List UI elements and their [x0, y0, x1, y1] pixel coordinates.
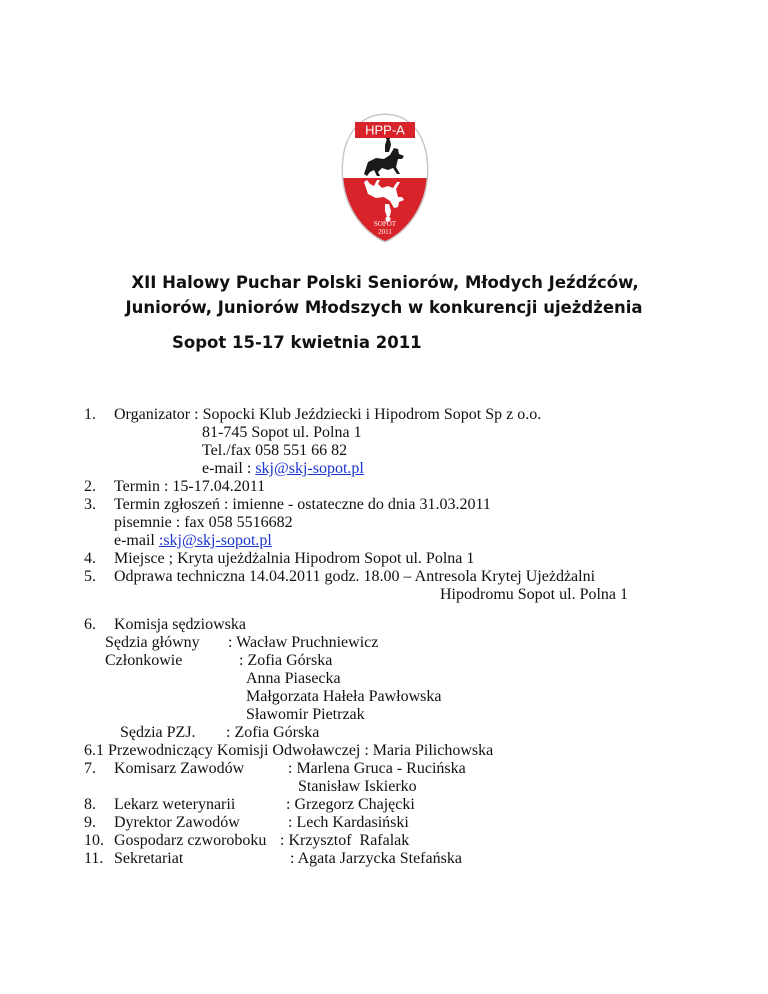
entries-line: Termin zgłoszeń : imienne - ostateczne do dnia 31.03.2011: [114, 496, 491, 513]
commissioner-value-1: : Marlena Gruca - Rucińska: [288, 760, 466, 777]
title-line-2: Juniorów, Juniorów Młodszych w konkurencji ujeżdżenia: [125, 298, 643, 317]
pzj-judge-value: : Zofia Górska: [226, 724, 320, 741]
item-number: 4.: [84, 550, 96, 567]
item-number: 2.: [84, 478, 96, 495]
director-value: : Lech Kardasiński: [288, 814, 409, 831]
member-2: Anna Piasecka: [246, 670, 341, 687]
member-1: : Zofia Górska: [239, 652, 333, 669]
entries-fax: pisemnie : fax 058 5516682: [114, 514, 293, 531]
members-label: Członkowie: [105, 652, 183, 669]
organizer-email-label: e-mail :: [202, 460, 256, 477]
arena-manager-value: : Krzysztof Rafalak: [280, 832, 410, 849]
item-number: 6.: [84, 616, 96, 633]
entries-email-line: [114, 532, 272, 550]
secretariat-value: : Agata Jarzycka Stefańska: [290, 850, 462, 867]
member-4: Sławomir Pietrzak: [246, 706, 365, 723]
item-number: 1.: [84, 406, 96, 423]
document-subtitle: Sopot 15-17 kwietnia 2011: [172, 333, 422, 352]
item-number: 8.: [84, 796, 96, 813]
document-title: [0, 270, 768, 320]
chief-judge-value: : Wacław Pruchniewicz: [228, 634, 379, 651]
pzj-judge-label: Sędzia PZJ.: [120, 724, 196, 741]
item-number: 3.: [84, 496, 96, 513]
item-number: 11.: [84, 850, 104, 867]
term-line: Termin : 15-17.04.2011: [114, 478, 266, 495]
arena-manager-label: Gospodarz czworoboku: [114, 832, 267, 849]
logo-name-text: HPP-A: [365, 122, 405, 138]
item-number: 10.: [84, 832, 104, 849]
chief-judge-label: Sędzia główny: [105, 634, 200, 651]
member-3: Małgorzata Hałeła Pawłowska: [246, 688, 442, 705]
briefing-location: Hipodromu Sopot ul. Polna 1: [440, 586, 629, 603]
director-label: Dyrektor Zawodów: [114, 814, 240, 831]
item-number: 7.: [84, 760, 96, 777]
briefing-line: Odprawa techniczna 14.04.2011 godz. 18.00 – Antresola Krytej Ujeżdżalni: [114, 568, 596, 585]
organizer-address: 81-745 Sopot ul. Polna 1: [202, 424, 362, 441]
entries-email-label: e-mail: [114, 532, 159, 549]
hpp-a-logo: [338, 112, 432, 244]
vet-label: Lekarz weterynarii: [114, 796, 236, 813]
logo-year-text: 2011: [378, 228, 392, 236]
commissioner-label: Komisarz Zawodów: [114, 760, 245, 777]
organizer-phone: Tel./fax 058 551 66 82: [202, 442, 348, 459]
logo-place-text: SOPOT: [373, 220, 397, 228]
organizer-email-link[interactable]: skj@skj-sopot.pl: [255, 460, 364, 477]
secretariat-label: Sekretariat: [114, 850, 184, 867]
organizer-email-line: [202, 460, 364, 478]
item-number: 9.: [84, 814, 96, 831]
venue-line: Miejsce ; Kryta ujeżdżalnia Hipodrom Sopot ul. Polna 1: [114, 550, 475, 567]
jury-heading: Komisja sędziowska: [114, 616, 246, 633]
vet-value: : Grzegorz Chajęcki: [286, 796, 415, 813]
organizer-line: Organizator : Sopocki Klub Jeździecki i Hipodrom Sopot Sp z o.o.: [114, 406, 542, 423]
appeal-committee-line: 6.1 Przewodniczący Komisji Odwoławczej : Maria Pilichowska: [84, 742, 494, 759]
commissioner-value-2: Stanisław Iskierko: [298, 778, 417, 795]
item-number: 5.: [84, 568, 96, 585]
entries-email-link[interactable]: :skj@skj-sopot.pl: [158, 532, 272, 549]
title-line-1: XII Halowy Puchar Polski Seniorów, Młodych Jeźdźców,: [131, 273, 639, 292]
